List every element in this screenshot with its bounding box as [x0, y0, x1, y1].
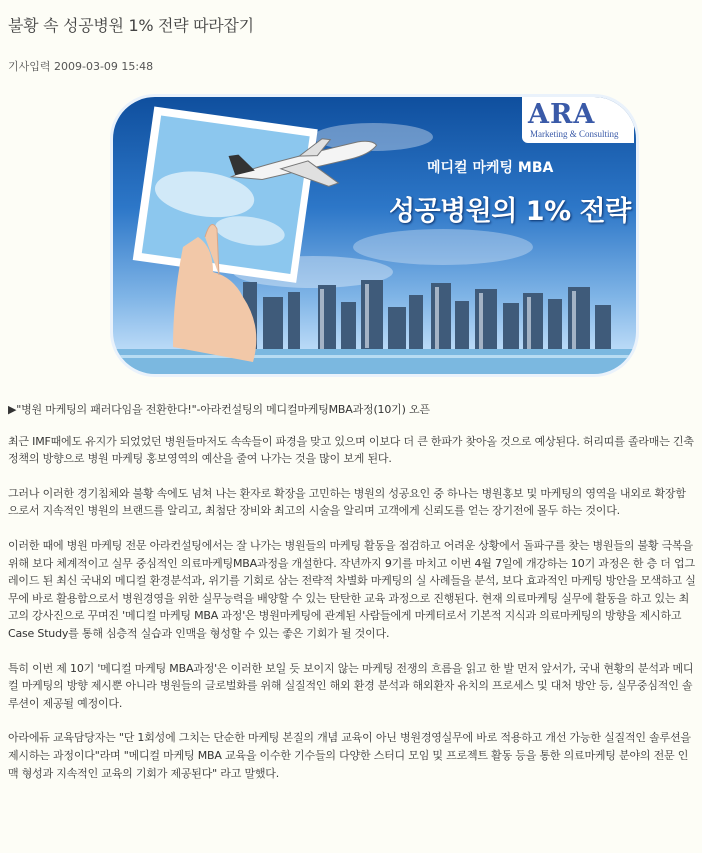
banner-headline: 성공병원의 1% 전략: [389, 196, 631, 227]
article-paragraph-4: 특히 이번 제 10기 '메디컬 마케팅 MBA과정'은 이러한 보일 듯 보이지 않는 마케팅 전쟁의 흐름을 읽고 한 발 먼저 앞서가, 국내 현황의 분석과 메디컬 마케팅의 방향 제시뿐 아니라 병원들의 글로벌화를 위해 실질적인 해외 환경 분석과 해외환자 유치의 프로세스 및 대처 방안 등, 실무중심적인 솔루션이 제공될 예정이다.: [8, 661, 694, 710]
article-lead: ▶"병원 마케팅의 패러다임을 전환한다!"-아라컨설팅의 메디컬마케팅MBA과정(10기) 오픈: [8, 403, 430, 416]
article-paragraph-2: 그러나 이러한 경기침체와 불황 속에도 넘쳐 나는 환자로 확장을 고민하는 병원의 성공요인 중 하나는 병원홍보 및 마케팅의 영역을 내외로 확장함으로서 지속적인 병원의 브랜드를 알리고, 최첨단 장비와 최고의 시술을 알리며 고객에게 신뢰도를 얻는 장기전에 몰두 하는 것이다.: [8, 486, 686, 518]
logo-subtext: Marketing & Consulting: [530, 129, 619, 139]
article-date: 기사입력 2009-03-09 15:48: [8, 60, 154, 73]
article-paragraph-5: 아라에듀 교육담당자는 "단 1회성에 그치는 단순한 마케팅 본질의 개념 교육이 아닌 병원경영실무에 바로 적용하고 개선 가능한 실질적인 솔루션을 제시하는 과정이다"라며 "메디컬 마케팅 MBA 교육을 이수한 기수들의 다양한 스터디 모임 및 프로젝트 활동 등을 통한 의료마케팅 분야의 전문 인맥 형성과 지속적인 교육의 기회가 제공된다" 라고 말했다.: [8, 731, 691, 780]
article-paragraph-3: 이러한 때에 병원 마케팅 전문 아라컨설팅에서는 잘 나가는 병원들의 마케팅 활동을 점검하고 어려운 상황에서 돌파구를 찾는 병원들의 불황 극복을 위해 보다 체계적이고 실무 중심적인 의료마케팅MBA과정을 개설한다. 작년까지 9기를 마치고 이번 4월 7일에 개강하는 10기 과정은 한 층 더 업그레이드 된 최신 국내외 메디컬 환경분석과, 위기를 기회로 삼는 전략적 차별화 마케팅의 실 사례들을 분석, 보다 효과적인 마케팅 방안을 모색하고 실무에 바로 활용함으로서 병원경영을 위한 실무능력을 배양할 수 있는 탄탄한 교육 과정으로 진행된다. 현재 의료마케팅 실무에 활동을 하고 있는 최고의 강사진으로 꾸며진 '메디컬 마케팅 MBA 과정'은 병원마케팅에 관계된 사람들에게 마케터로서 기본적 지식과 의료마케팅의 방향을 제시하고 Case Study를 통해 심층적 실습과 인맥을 형성할 수 있는 좋은 기회가 될 것이다.: [8, 538, 696, 640]
logo-text: ARA: [528, 99, 596, 130]
ara-logo: [522, 97, 634, 143]
banner-subtitle: 메디컬 마케팅 MBA: [427, 160, 554, 176]
article-title: 불황 속 성공병원 1% 전략 따라잡기: [8, 16, 254, 35]
article-banner-image: [113, 97, 636, 374]
article-paragraph-1: 최근 IMF때에도 유지가 되었었던 병원들마저도 속속들이 파경을 맞고 있으며 이보다 더 큰 한파가 찾아올 것으로 예상된다. 허리띠를 졸라매는 긴축정책의 방향으로 병원 마케팅 홍보영역의 예산을 줄여 나가는 것을 많이 보게 된다.: [8, 434, 694, 466]
article-body: [8, 401, 696, 799]
